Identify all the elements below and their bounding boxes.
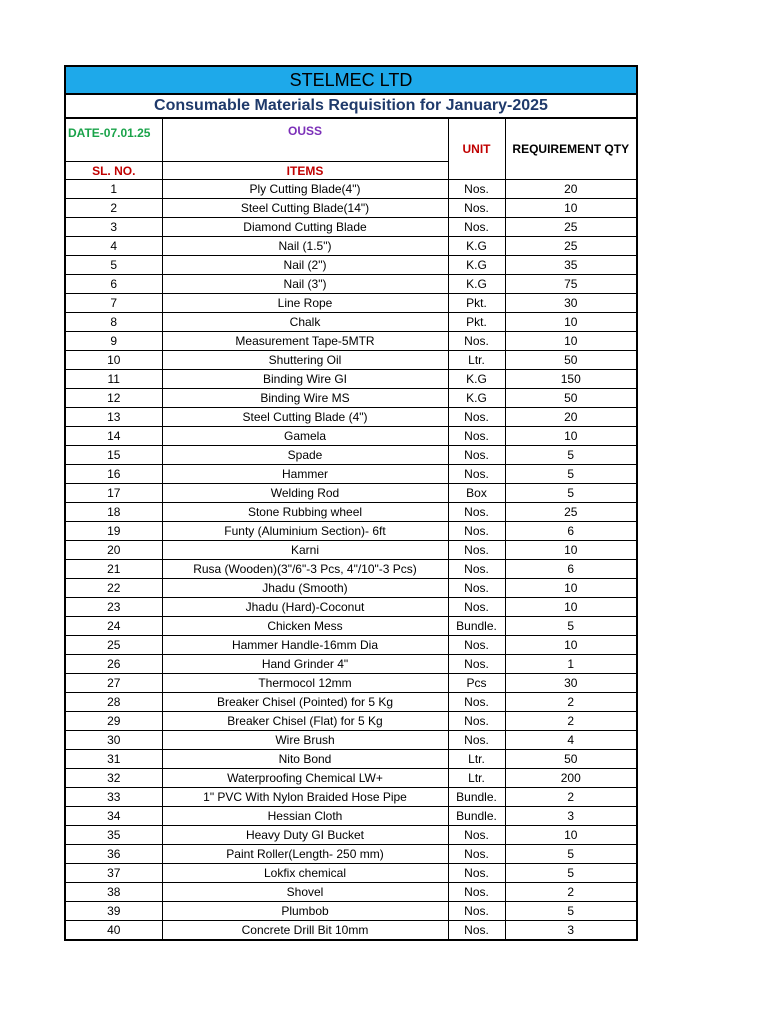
- item-cell: Nail (2"): [162, 256, 448, 275]
- item-cell: Concrete Drill Bit 10mm: [162, 921, 448, 941]
- unit-cell: Pkt.: [448, 294, 505, 313]
- sl-no-cell: 18: [65, 503, 162, 522]
- table-row: [65, 845, 637, 864]
- item-cell: Chicken Mess: [162, 617, 448, 636]
- item-cell: Hammer Handle-16mm Dia: [162, 636, 448, 655]
- table-row: [65, 332, 637, 351]
- unit-cell: Nos.: [448, 541, 505, 560]
- item-cell: Shovel: [162, 883, 448, 902]
- unit-cell: Bundle.: [448, 788, 505, 807]
- item-cell: Ply Cutting Blade(4"): [162, 180, 448, 199]
- table-row: [65, 446, 637, 465]
- table-row: [65, 199, 637, 218]
- qty-cell: 5: [505, 617, 637, 636]
- sl-no-cell: 13: [65, 408, 162, 427]
- table-row: [65, 503, 637, 522]
- project-name: OUSS: [162, 118, 448, 162]
- sl-no-cell: 9: [65, 332, 162, 351]
- sl-no-cell: 23: [65, 598, 162, 617]
- qty-cell: 6: [505, 560, 637, 579]
- sl-no-cell: 37: [65, 864, 162, 883]
- table-row: [65, 522, 637, 541]
- item-cell: Lokfix chemical: [162, 864, 448, 883]
- item-cell: Hammer: [162, 465, 448, 484]
- qty-cell: 3: [505, 921, 637, 941]
- table-row: [65, 693, 637, 712]
- table-row: [65, 750, 637, 769]
- qty-cell: 10: [505, 636, 637, 655]
- item-cell: Breaker Chisel (Pointed) for 5 Kg: [162, 693, 448, 712]
- qty-cell: 10: [505, 332, 637, 351]
- qty-cell: 20: [505, 408, 637, 427]
- qty-cell: 2: [505, 788, 637, 807]
- sl-no-cell: 7: [65, 294, 162, 313]
- table-row: [65, 731, 637, 750]
- qty-cell: 2: [505, 693, 637, 712]
- item-cell: Hand Grinder 4": [162, 655, 448, 674]
- table-row: [65, 826, 637, 845]
- sl-no-cell: 24: [65, 617, 162, 636]
- qty-cell: 10: [505, 427, 637, 446]
- qty-cell: 1: [505, 655, 637, 674]
- qty-cell: 25: [505, 503, 637, 522]
- table-row: [65, 712, 637, 731]
- sl-no-cell: 4: [65, 237, 162, 256]
- table-row: [65, 579, 637, 598]
- item-cell: Nito Bond: [162, 750, 448, 769]
- table-row: [65, 427, 637, 446]
- item-cell: Steel Cutting Blade (4"): [162, 408, 448, 427]
- sl-no-cell: 28: [65, 693, 162, 712]
- unit-cell: Nos.: [448, 826, 505, 845]
- sl-no-cell: 30: [65, 731, 162, 750]
- qty-cell: 2: [505, 712, 637, 731]
- qty-cell: 5: [505, 465, 637, 484]
- unit-cell: Nos.: [448, 655, 505, 674]
- qty-cell: 10: [505, 598, 637, 617]
- unit-cell: Nos.: [448, 883, 505, 902]
- unit-cell: Box: [448, 484, 505, 503]
- sl-no-cell: 8: [65, 313, 162, 332]
- qty-cell: 2: [505, 883, 637, 902]
- qty-cell: 10: [505, 826, 637, 845]
- item-cell: Gamela: [162, 427, 448, 446]
- unit-cell: Nos.: [448, 693, 505, 712]
- unit-cell: Nos.: [448, 579, 505, 598]
- item-cell: Funty (Aluminium Section)- 6ft: [162, 522, 448, 541]
- table-row: [65, 655, 637, 674]
- table-row: [65, 674, 637, 693]
- sl-no-cell: 1: [65, 180, 162, 199]
- table-row: [65, 408, 637, 427]
- table-row: [65, 617, 637, 636]
- sl-no-header: SL. NO.: [65, 162, 162, 180]
- unit-cell: Nos.: [448, 199, 505, 218]
- sl-no-cell: 27: [65, 674, 162, 693]
- sl-no-cell: 14: [65, 427, 162, 446]
- table-row: [65, 807, 637, 826]
- sl-no-cell: 39: [65, 902, 162, 921]
- qty-cell: 5: [505, 864, 637, 883]
- sl-no-cell: 25: [65, 636, 162, 655]
- table-row: [65, 370, 637, 389]
- unit-cell: Nos.: [448, 218, 505, 237]
- table-row: [65, 541, 637, 560]
- item-cell: Chalk: [162, 313, 448, 332]
- unit-header: UNIT: [448, 118, 505, 180]
- qty-cell: 5: [505, 845, 637, 864]
- qty-cell: 20: [505, 180, 637, 199]
- date-label: DATE-07.01.25: [65, 118, 162, 162]
- unit-cell: K.G: [448, 370, 505, 389]
- item-cell: 1" PVC With Nylon Braided Hose Pipe: [162, 788, 448, 807]
- sl-no-cell: 33: [65, 788, 162, 807]
- qty-cell: 10: [505, 199, 637, 218]
- qty-cell: 30: [505, 674, 637, 693]
- unit-cell: Ltr.: [448, 769, 505, 788]
- unit-cell: Nos.: [448, 408, 505, 427]
- items-header: ITEMS: [162, 162, 448, 180]
- unit-cell: Pkt.: [448, 313, 505, 332]
- item-cell: Hessian Cloth: [162, 807, 448, 826]
- qty-cell: 10: [505, 313, 637, 332]
- qty-cell: 6: [505, 522, 637, 541]
- item-cell: Jhadu (Smooth): [162, 579, 448, 598]
- item-cell: Wire Brush: [162, 731, 448, 750]
- sl-no-cell: 12: [65, 389, 162, 408]
- unit-cell: K.G: [448, 389, 505, 408]
- sl-no-cell: 15: [65, 446, 162, 465]
- item-cell: Nail (3"): [162, 275, 448, 294]
- item-cell: Plumbob: [162, 902, 448, 921]
- qty-cell: 35: [505, 256, 637, 275]
- sl-no-cell: 20: [65, 541, 162, 560]
- sheet-title: Consumable Materials Requisition for January-2025: [65, 94, 637, 118]
- unit-cell: Nos.: [448, 560, 505, 579]
- unit-cell: Nos.: [448, 427, 505, 446]
- unit-cell: Nos.: [448, 522, 505, 541]
- sl-no-cell: 17: [65, 484, 162, 503]
- sl-no-cell: 21: [65, 560, 162, 579]
- unit-cell: Ltr.: [448, 351, 505, 370]
- table-row: [65, 864, 637, 883]
- qty-cell: 30: [505, 294, 637, 313]
- qty-cell: 75: [505, 275, 637, 294]
- item-cell: Shuttering Oil: [162, 351, 448, 370]
- item-cell: Nail (1.5"): [162, 237, 448, 256]
- table-row: [65, 313, 637, 332]
- item-cell: Breaker Chisel (Flat) for 5 Kg: [162, 712, 448, 731]
- item-cell: Diamond Cutting Blade: [162, 218, 448, 237]
- sl-no-cell: 22: [65, 579, 162, 598]
- item-cell: Waterproofing Chemical LW+: [162, 769, 448, 788]
- unit-cell: Nos.: [448, 503, 505, 522]
- sl-no-cell: 35: [65, 826, 162, 845]
- unit-cell: Nos.: [448, 731, 505, 750]
- table-row: [65, 788, 637, 807]
- sl-no-cell: 29: [65, 712, 162, 731]
- unit-cell: Nos.: [448, 446, 505, 465]
- table-row: [65, 902, 637, 921]
- table-row: [65, 294, 637, 313]
- table-row: [65, 218, 637, 237]
- unit-cell: Bundle.: [448, 807, 505, 826]
- unit-cell: Nos.: [448, 332, 505, 351]
- sl-no-cell: 38: [65, 883, 162, 902]
- sl-no-cell: 10: [65, 351, 162, 370]
- unit-cell: K.G: [448, 275, 505, 294]
- sl-no-cell: 36: [65, 845, 162, 864]
- item-cell: Rusa (Wooden)(3"/6"-3 Pcs, 4"/10"-3 Pcs): [162, 560, 448, 579]
- requirement-qty-header: REQUIREMENT QTY: [505, 118, 637, 180]
- sl-no-cell: 32: [65, 769, 162, 788]
- qty-cell: 5: [505, 446, 637, 465]
- sl-no-cell: 5: [65, 256, 162, 275]
- qty-cell: 5: [505, 902, 637, 921]
- table-row: [65, 389, 637, 408]
- item-cell: Heavy Duty GI Bucket: [162, 826, 448, 845]
- item-cell: Steel Cutting Blade(14"): [162, 199, 448, 218]
- table-row: [65, 769, 637, 788]
- item-cell: Measurement Tape-5MTR: [162, 332, 448, 351]
- table-row: [65, 237, 637, 256]
- qty-cell: 150: [505, 370, 637, 389]
- unit-cell: Bundle.: [448, 617, 505, 636]
- sl-no-cell: 2: [65, 199, 162, 218]
- item-cell: Karni: [162, 541, 448, 560]
- company-name: STELMEC LTD: [65, 66, 637, 94]
- qty-cell: 3: [505, 807, 637, 826]
- qty-cell: 50: [505, 750, 637, 769]
- item-cell: Line Rope: [162, 294, 448, 313]
- item-cell: Paint Roller(Length- 250 mm): [162, 845, 448, 864]
- qty-cell: 4: [505, 731, 637, 750]
- item-cell: Stone Rubbing wheel: [162, 503, 448, 522]
- item-cell: Binding Wire MS: [162, 389, 448, 408]
- unit-cell: Nos.: [448, 636, 505, 655]
- table-row: [65, 180, 637, 199]
- unit-cell: Nos.: [448, 180, 505, 199]
- unit-cell: K.G: [448, 237, 505, 256]
- table-row: [65, 256, 637, 275]
- unit-cell: Nos.: [448, 864, 505, 883]
- table-row: [65, 598, 637, 617]
- unit-cell: Nos.: [448, 845, 505, 864]
- sl-no-cell: 40: [65, 921, 162, 941]
- unit-cell: Nos.: [448, 712, 505, 731]
- qty-cell: 25: [505, 237, 637, 256]
- sl-no-cell: 34: [65, 807, 162, 826]
- unit-cell: Nos.: [448, 902, 505, 921]
- sl-no-cell: 3: [65, 218, 162, 237]
- sl-no-cell: 19: [65, 522, 162, 541]
- table-row: [65, 921, 637, 941]
- qty-cell: 50: [505, 389, 637, 408]
- sl-no-cell: 6: [65, 275, 162, 294]
- item-cell: Spade: [162, 446, 448, 465]
- unit-cell: Pcs: [448, 674, 505, 693]
- qty-cell: 50: [505, 351, 637, 370]
- unit-cell: Ltr.: [448, 750, 505, 769]
- table-row: [65, 275, 637, 294]
- unit-cell: Nos.: [448, 598, 505, 617]
- qty-cell: 25: [505, 218, 637, 237]
- item-cell: Binding Wire GI: [162, 370, 448, 389]
- unit-cell: Nos.: [448, 921, 505, 941]
- sl-no-cell: 31: [65, 750, 162, 769]
- requisition-table: [64, 65, 638, 941]
- unit-cell: K.G: [448, 256, 505, 275]
- table-row: [65, 484, 637, 503]
- item-cell: Jhadu (Hard)-Coconut: [162, 598, 448, 617]
- sl-no-cell: 16: [65, 465, 162, 484]
- table-row: [65, 465, 637, 484]
- sl-no-cell: 26: [65, 655, 162, 674]
- item-cell: Thermocol 12mm: [162, 674, 448, 693]
- qty-cell: 5: [505, 484, 637, 503]
- table-row: [65, 351, 637, 370]
- qty-cell: 10: [505, 541, 637, 560]
- qty-cell: 200: [505, 769, 637, 788]
- sl-no-cell: 11: [65, 370, 162, 389]
- table-row: [65, 636, 637, 655]
- item-cell: Welding Rod: [162, 484, 448, 503]
- table-row: [65, 560, 637, 579]
- items-body: [65, 180, 637, 941]
- qty-cell: 10: [505, 579, 637, 598]
- unit-cell: Nos.: [448, 465, 505, 484]
- table-row: [65, 883, 637, 902]
